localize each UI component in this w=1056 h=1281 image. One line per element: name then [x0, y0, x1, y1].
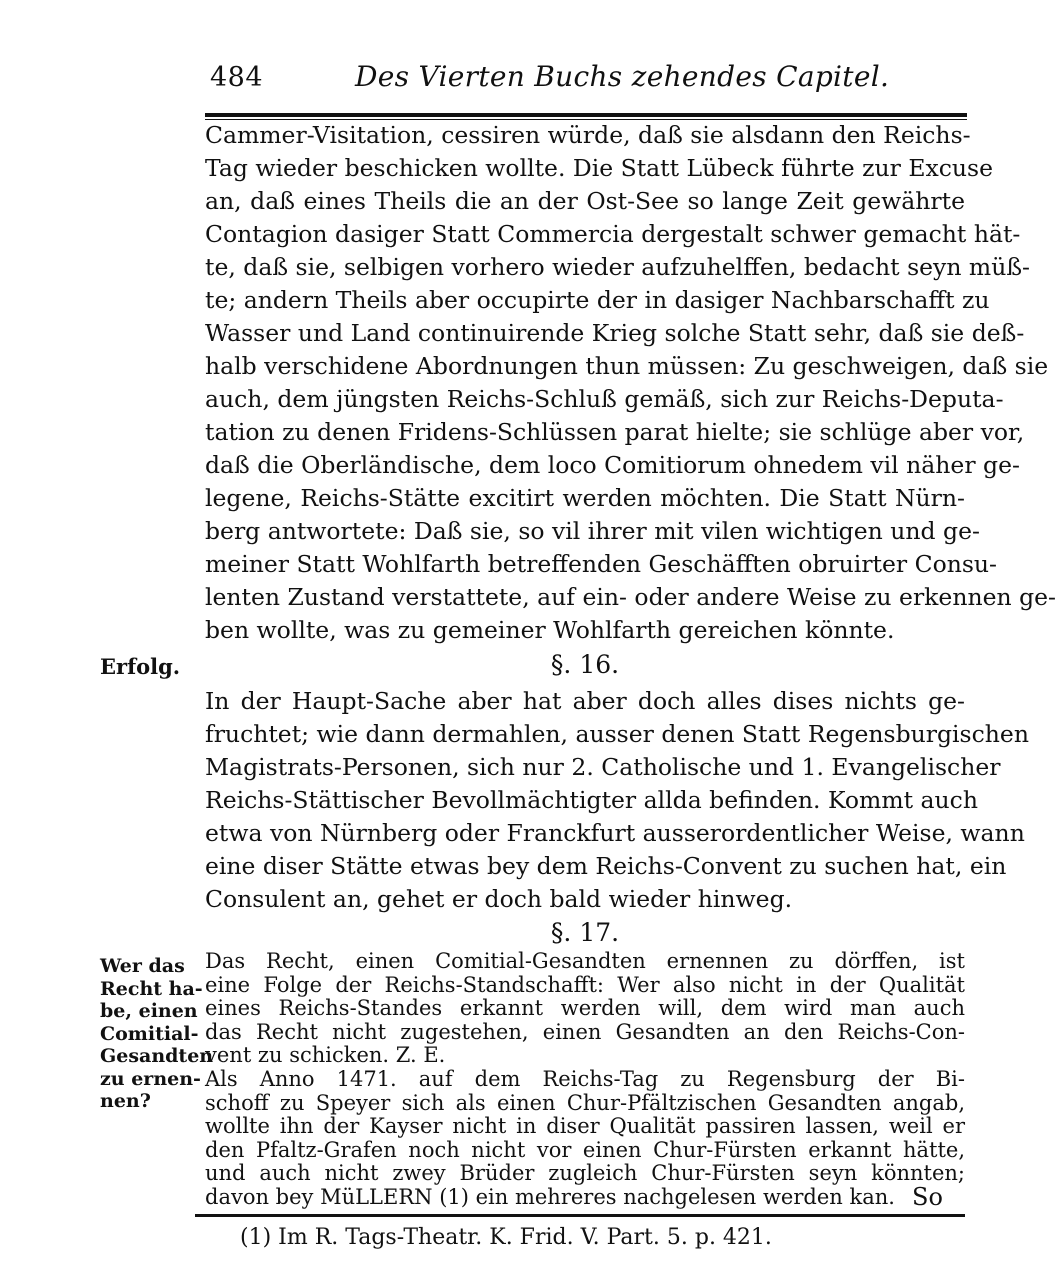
text-line: Wasser und Land continuirende Krieg solche Statt sehr, daß sie deß-	[205, 319, 1025, 347]
text-line: te; andern Theils aber occupirte der in dasiger Nachbarschafft zu	[205, 286, 990, 314]
text-line: Als Anno 1471. auf dem Reichs-Tag zu Regensburg der Bi-	[205, 1067, 965, 1091]
text-line: te, daß sie, selbigen vorhero wieder aufzuhelffen, bedacht seyn müß-	[205, 253, 1030, 281]
footnote-rule	[195, 1214, 965, 1217]
text-line: daß die Oberländische, dem loco Comitiorum ohnedem vil näher ge-	[205, 451, 1020, 479]
text-line: Reichs-Stättischer Bevollmächtigter allda befinden. Kommt auch	[205, 786, 978, 814]
section-heading-16: §. 16.	[550, 650, 620, 679]
text-line: auch, dem jüngsten Reichs-Schluß gemäß, sich zur Reichs-Deputa-	[205, 385, 1004, 413]
text-line: fruchtet; wie dann dermahlen, ausser denen Statt Regensburgischen	[205, 720, 1029, 748]
text-line: lenten Zustand verstattete, auf ein- oder andere Weise zu erkennen ge-	[205, 583, 1056, 611]
margin-note-line: Gesandten	[100, 1045, 214, 1067]
text-line: ben wollte, was zu gemeiner Wohlfarth gereichen könnte.	[205, 616, 895, 644]
text-line: eine Folge der Reichs-Standschafft: Wer also nicht in der Qualität	[205, 972, 965, 997]
text-line: eines Reichs-Standes erkannt werden will, dem wird man auch	[205, 996, 965, 1021]
page-number: 484	[210, 62, 264, 93]
text-line: Das Recht, einen Comitial-Gesandten ernennen zu dörffen, ist	[205, 949, 965, 973]
text-line: tation zu denen Fridens-Schlüssen parat hielte; sie schlüge aber vor,	[205, 418, 1025, 446]
text-line: vent zu schicken. Z. E.	[205, 1043, 446, 1068]
text-line: an, daß eines Theils die an der Ost-See so lange Zeit gewährte	[205, 187, 965, 215]
margin-note-erfolg: Erfolg.	[100, 654, 181, 679]
section-heading-17: §. 17.	[550, 918, 620, 947]
text-line: Cammer-Visitation, cessiren würde, daß sie alsdann den Reichs-	[205, 121, 971, 149]
text-line: Magistrats-Personen, sich nur 2. Catholische und 1. Evangelischer	[205, 753, 1001, 781]
catchword: So	[912, 1183, 943, 1211]
text-line: davon bey MüLLERN (1) ein mehreres nachgelesen werden kan.	[205, 1185, 895, 1209]
text-line: das Recht nicht zugestehen, einen Gesandten an den Reichs-Con-	[205, 1019, 965, 1044]
footnote: (1) Im R. Tags-Theatr. K. Frid. V. Part. 5. p. 421.	[240, 1225, 772, 1250]
margin-note-line: be, einen	[100, 1000, 198, 1022]
text-line: berg antwortete: Daß sie, so vil ihrer mit vilen wichtigen und ge-	[205, 517, 980, 545]
text-line: und auch nicht zwey Brüder zugleich Chur-Fürsten seyn könnten;	[205, 1161, 965, 1186]
text-line: In der Haupt-Sache aber hat aber doch alles dises nichts ge-	[205, 687, 965, 715]
margin-note-line: nen?	[100, 1090, 151, 1112]
text-line: meiner Statt Wohlfarth betreffenden Geschäfften obruirter Consu-	[205, 550, 998, 578]
text-line: halb verschidene Abordnungen thun müssen: Zu geschweigen, daß sie	[205, 352, 1049, 380]
margin-note-line: Recht ha-	[100, 977, 203, 1000]
text-line: wollte ihn der Kayser nicht in diser Qualität passiren lassen, weil er	[205, 1114, 965, 1139]
text-line: Tag wieder beschicken wollte. Die Statt Lübeck führte zur Excuse	[205, 154, 994, 182]
text-line: legene, Reichs-Stätte excitirt werden möchten. Die Statt Nürn-	[205, 484, 965, 512]
text-line: Contagion dasiger Statt Commercia dergestalt schwer gemacht hät-	[205, 220, 1021, 248]
text-line: den Pfaltz-Grafen noch nicht vor einen Chur-Fürsten erkannt hätte,	[205, 1137, 965, 1162]
text-line: schoff zu Speyer sich als einen Chur-Pfältzischen Gesandten angab,	[205, 1090, 965, 1115]
margin-note-line: zu ernen-	[100, 1067, 201, 1090]
margin-note-line: Comitial-	[100, 1022, 199, 1045]
margin-note-comitial	[100, 955, 214, 1113]
margin-note-line: Wer das	[100, 955, 185, 977]
running-head: Des Vierten Buchs zehendes Capitel.	[355, 60, 890, 93]
text-line: etwa von Nürnberg oder Franckfurt ausserordentlicher Weise, wann	[205, 819, 1025, 847]
text-line: eine diser Stätte etwas bey dem Reichs-Convent zu suchen hat, ein	[205, 852, 1007, 880]
text-line: Consulent an, gehet er doch bald wieder hinweg.	[205, 885, 793, 913]
